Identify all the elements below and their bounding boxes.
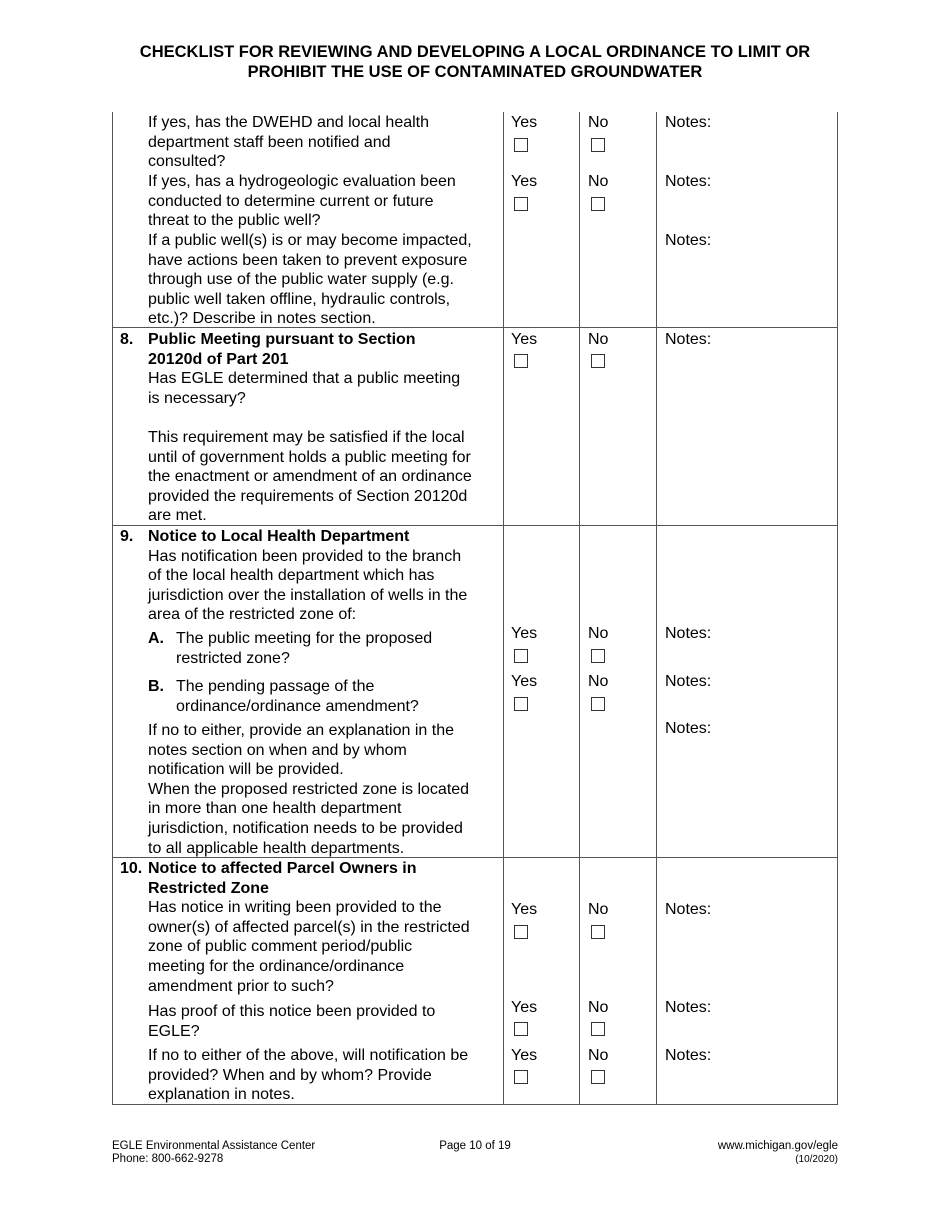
sub-item-letter: B. (148, 678, 164, 695)
notes-label: Notes: (665, 173, 712, 190)
sub-item-letter: A. (148, 630, 164, 647)
no-label: No (588, 999, 609, 1016)
yes-checkbox[interactable] (514, 354, 528, 368)
no-checkbox[interactable] (591, 1022, 605, 1036)
no-label: No (588, 114, 609, 131)
notes-label: Notes: (665, 114, 712, 131)
page-title: CHECKLIST FOR REVIEWING AND DEVELOPING A LOCAL ORDINANCE TO LIMIT OR PROHIBIT THE USE OF CONTAMINATED GROUNDWATER (139, 43, 811, 81)
no-checkbox[interactable] (591, 1070, 605, 1084)
notes-label: Notes: (665, 999, 712, 1016)
item-9-text: Notice to Local Health Department Has notification been provided to the branch of the local health department which has jurisdiction over the installation of wells in the area of the restricted zone of: (148, 528, 468, 624)
yes-checkbox[interactable] (514, 649, 528, 663)
yes-checkbox[interactable] (514, 197, 528, 211)
item-8-text: Public Meeting pursuant to Section 20120d of Part 201 Has EGLE determined that a public meeting is necessary? This requirement may be satisfied if the local until of government holds a public meeting for the enactment or amendment of an ordinance provided the requirements of Section 20120d are met. (148, 331, 472, 525)
item-number: 10. (120, 860, 143, 877)
notes-label: Notes: (665, 331, 712, 348)
checklist-table (112, 112, 838, 1105)
table-border-right (837, 112, 838, 1105)
page-number: Page 10 of 19 (439, 1140, 511, 1152)
no-checkbox[interactable] (591, 354, 605, 368)
column-divider (656, 112, 657, 1105)
footer-website: www.michigan.gov/egle (10/2020) (717, 1140, 838, 1165)
item-9-closing: If no to either, provide an explanation in the notes section on when and by whom notification will be provided. When the proposed restricted zone is located in more than one health department jurisdiction, notification needs to be provided to all applicable health departments. (148, 722, 470, 857)
sub-item-text: The pending passage of the ordinance/ordinance amendment? (176, 678, 419, 715)
notes-label: Notes: (665, 901, 712, 918)
notes-label: Notes: (665, 673, 712, 690)
notes-label: Notes: (665, 720, 712, 737)
no-label: No (588, 331, 609, 348)
footer-contact: EGLE Environmental Assistance Center Phone: 800-662-9278 (112, 1140, 316, 1165)
sub-item-text: The public meeting for the proposed restricted zone? (176, 630, 433, 667)
no-checkbox[interactable] (591, 649, 605, 663)
item-number: 9. (120, 528, 134, 545)
item-number: 8. (120, 331, 134, 348)
question-text: If a public well(s) is or may become impacted, have actions been taken to prevent exposure through use of the public water supply (e.g. public well taken offline, hydraulic controls, etc.)? Describe in notes section. (148, 232, 472, 328)
no-checkbox[interactable] (591, 138, 605, 152)
column-divider (579, 112, 580, 1105)
no-checkbox[interactable] (591, 925, 605, 939)
yes-checkbox[interactable] (514, 1022, 528, 1036)
notes-label: Notes: (665, 232, 712, 249)
yes-label: Yes (511, 1047, 538, 1064)
yes-label: Yes (511, 625, 538, 642)
notes-label: Notes: (665, 1047, 712, 1064)
yes-checkbox[interactable] (514, 138, 528, 152)
yes-label: Yes (511, 673, 538, 690)
yes-label: Yes (511, 901, 538, 918)
question-text: Has proof of this notice been provided to EGLE? (148, 1003, 436, 1040)
table-border-left (112, 112, 113, 1105)
yes-label: Yes (511, 999, 538, 1016)
yes-checkbox[interactable] (514, 1070, 528, 1084)
item-10-text: Notice to affected Parcel Owners in Restricted Zone Has notice in writing been provided to the owner(s) of affected parcel(s) in the restricted zone of public comment period/public meeting for the ordinance/ordinance amendment prior to such? (148, 860, 470, 995)
notes-label: Notes: (665, 625, 712, 642)
yes-checkbox[interactable] (514, 697, 528, 711)
no-label: No (588, 901, 609, 918)
no-label: No (588, 673, 609, 690)
yes-label: Yes (511, 173, 538, 190)
question-text: If yes, has the DWEHD and local health department staff been notified and consulted? (148, 114, 430, 171)
yes-label: Yes (511, 331, 538, 348)
yes-label: Yes (511, 114, 538, 131)
no-checkbox[interactable] (591, 697, 605, 711)
question-text: If yes, has a hydrogeologic evaluation been conducted to determine current or future threat to the public well? (148, 173, 456, 230)
no-label: No (588, 173, 609, 190)
question-text: If no to either of the above, will notification be provided? When and by whom? Provide explanation in notes. (148, 1047, 469, 1104)
column-divider (503, 112, 504, 1105)
yes-checkbox[interactable] (514, 925, 528, 939)
no-checkbox[interactable] (591, 197, 605, 211)
no-label: No (588, 625, 609, 642)
no-label: No (588, 1047, 609, 1064)
website-link[interactable]: www.michigan.gov/egle (717, 1140, 838, 1152)
